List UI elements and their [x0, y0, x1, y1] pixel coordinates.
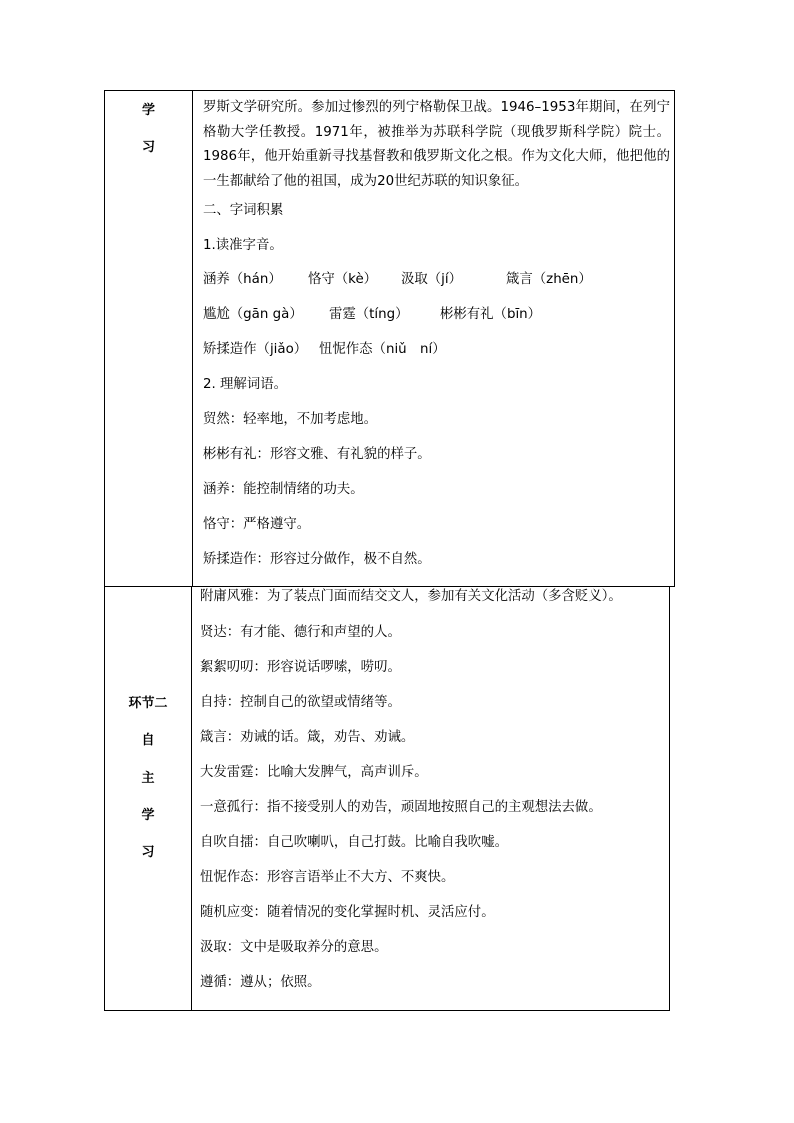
table2-label-char: 主	[141, 771, 155, 786]
pronunciation-row	[203, 340, 446, 360]
definition-line: 贸然：轻率地，不加考虑地。	[203, 412, 378, 427]
pronunciation-row	[203, 305, 541, 325]
definition-line: 自持：控制自己的欲望或情绪等。	[200, 695, 401, 710]
definition-line: 涵养：能控制情绪的功夫。	[203, 482, 364, 497]
definition-line: 自吹自擂：自己吹喇叭，自己打鼓。比喻自我吹嘘。	[200, 835, 508, 850]
definition-line: 彬彬有礼：形容文雅、有礼貌的样子。	[203, 447, 431, 462]
definition-line: 汲取：文中是吸取养分的意思。	[200, 940, 388, 955]
definition-line: 大发雷霆：比喻大发脾气，高声训斥。	[200, 765, 428, 780]
table1-label-column	[105, 91, 193, 586]
pronunciation-item: 汲取（jí）	[401, 272, 463, 287]
definition-line: 恪守：严格遵守。	[203, 517, 311, 532]
notes-table-2	[104, 586, 670, 1011]
pronunciation-item: 忸怩作态（niǔ ní）	[319, 342, 446, 357]
section-heading: 二、字词积累	[203, 203, 284, 218]
pronunciation-item: 涵养（hán）	[203, 272, 282, 287]
table2-label-char: 自	[141, 733, 155, 748]
pronunciation-item: 矫揉造作（jiǎo）	[203, 342, 308, 357]
definition-line: 附庸风雅：为了装点门面而结交文人，参加有关文化活动（多含贬义）。	[200, 589, 622, 604]
table2-label-char: 习	[141, 845, 155, 860]
table1-label-char: 学	[141, 103, 155, 118]
definition-line: 忸怩作态：形容言语举止不大方、不爽快。	[200, 870, 455, 885]
definition-line: 絮絮叨叨：形容说话啰嗦，唠叨。	[200, 660, 401, 675]
definition-line: 遵循：遵从；依照。	[200, 975, 321, 990]
pronunciation-item: 恪守（kè）	[308, 272, 378, 287]
pronunciation-item: 箴言（zhēn）	[506, 272, 592, 287]
pronunciation-item: 彬彬有礼（bīn）	[440, 307, 542, 322]
definition-line: 箴言：劝诫的话。箴，劝告、劝诫。	[200, 730, 415, 745]
pronunciation-row	[203, 270, 592, 290]
definition-line: 随机应变：随着情况的变化掌握时机、灵活应付。	[200, 905, 495, 920]
notes-table-1	[104, 90, 675, 587]
definition-line: 贤达：有才能、德行和声望的人。	[200, 625, 401, 640]
bio-paragraph: 罗斯文学研究所。参加过惨烈的列宁格勒保卫战。1946–1953年期间，在列宁格勒大学任教授。1971年，被推举为苏联科学院（现俄罗斯科学院）院士。1986年，他开始重新寻找基督教和俄罗斯文化之根。作为文化大师，他把他的一生都献给了他的祖国，成为20世纪苏联的知识象征。	[203, 100, 670, 189]
subheading-definitions: 2. 理解词语。	[203, 377, 287, 392]
subheading-pronunciation: 1.读准字音。	[203, 238, 283, 253]
table2-label-char: 环节二	[128, 696, 168, 711]
table2-label-char: 学	[141, 808, 155, 823]
definition-line: 矫揉造作：形容过分做作，极不自然。	[203, 552, 431, 567]
pronunciation-item: 雷霆（tíng）	[329, 307, 409, 322]
definition-line: 一意孤行：指不接受别人的劝告，顽固地按照自己的主观想法去做。	[200, 800, 602, 815]
table2-label-column	[105, 587, 192, 1010]
pronunciation-item: 尴尬（gān gà）	[203, 307, 303, 322]
table1-label-char: 习	[141, 140, 155, 155]
